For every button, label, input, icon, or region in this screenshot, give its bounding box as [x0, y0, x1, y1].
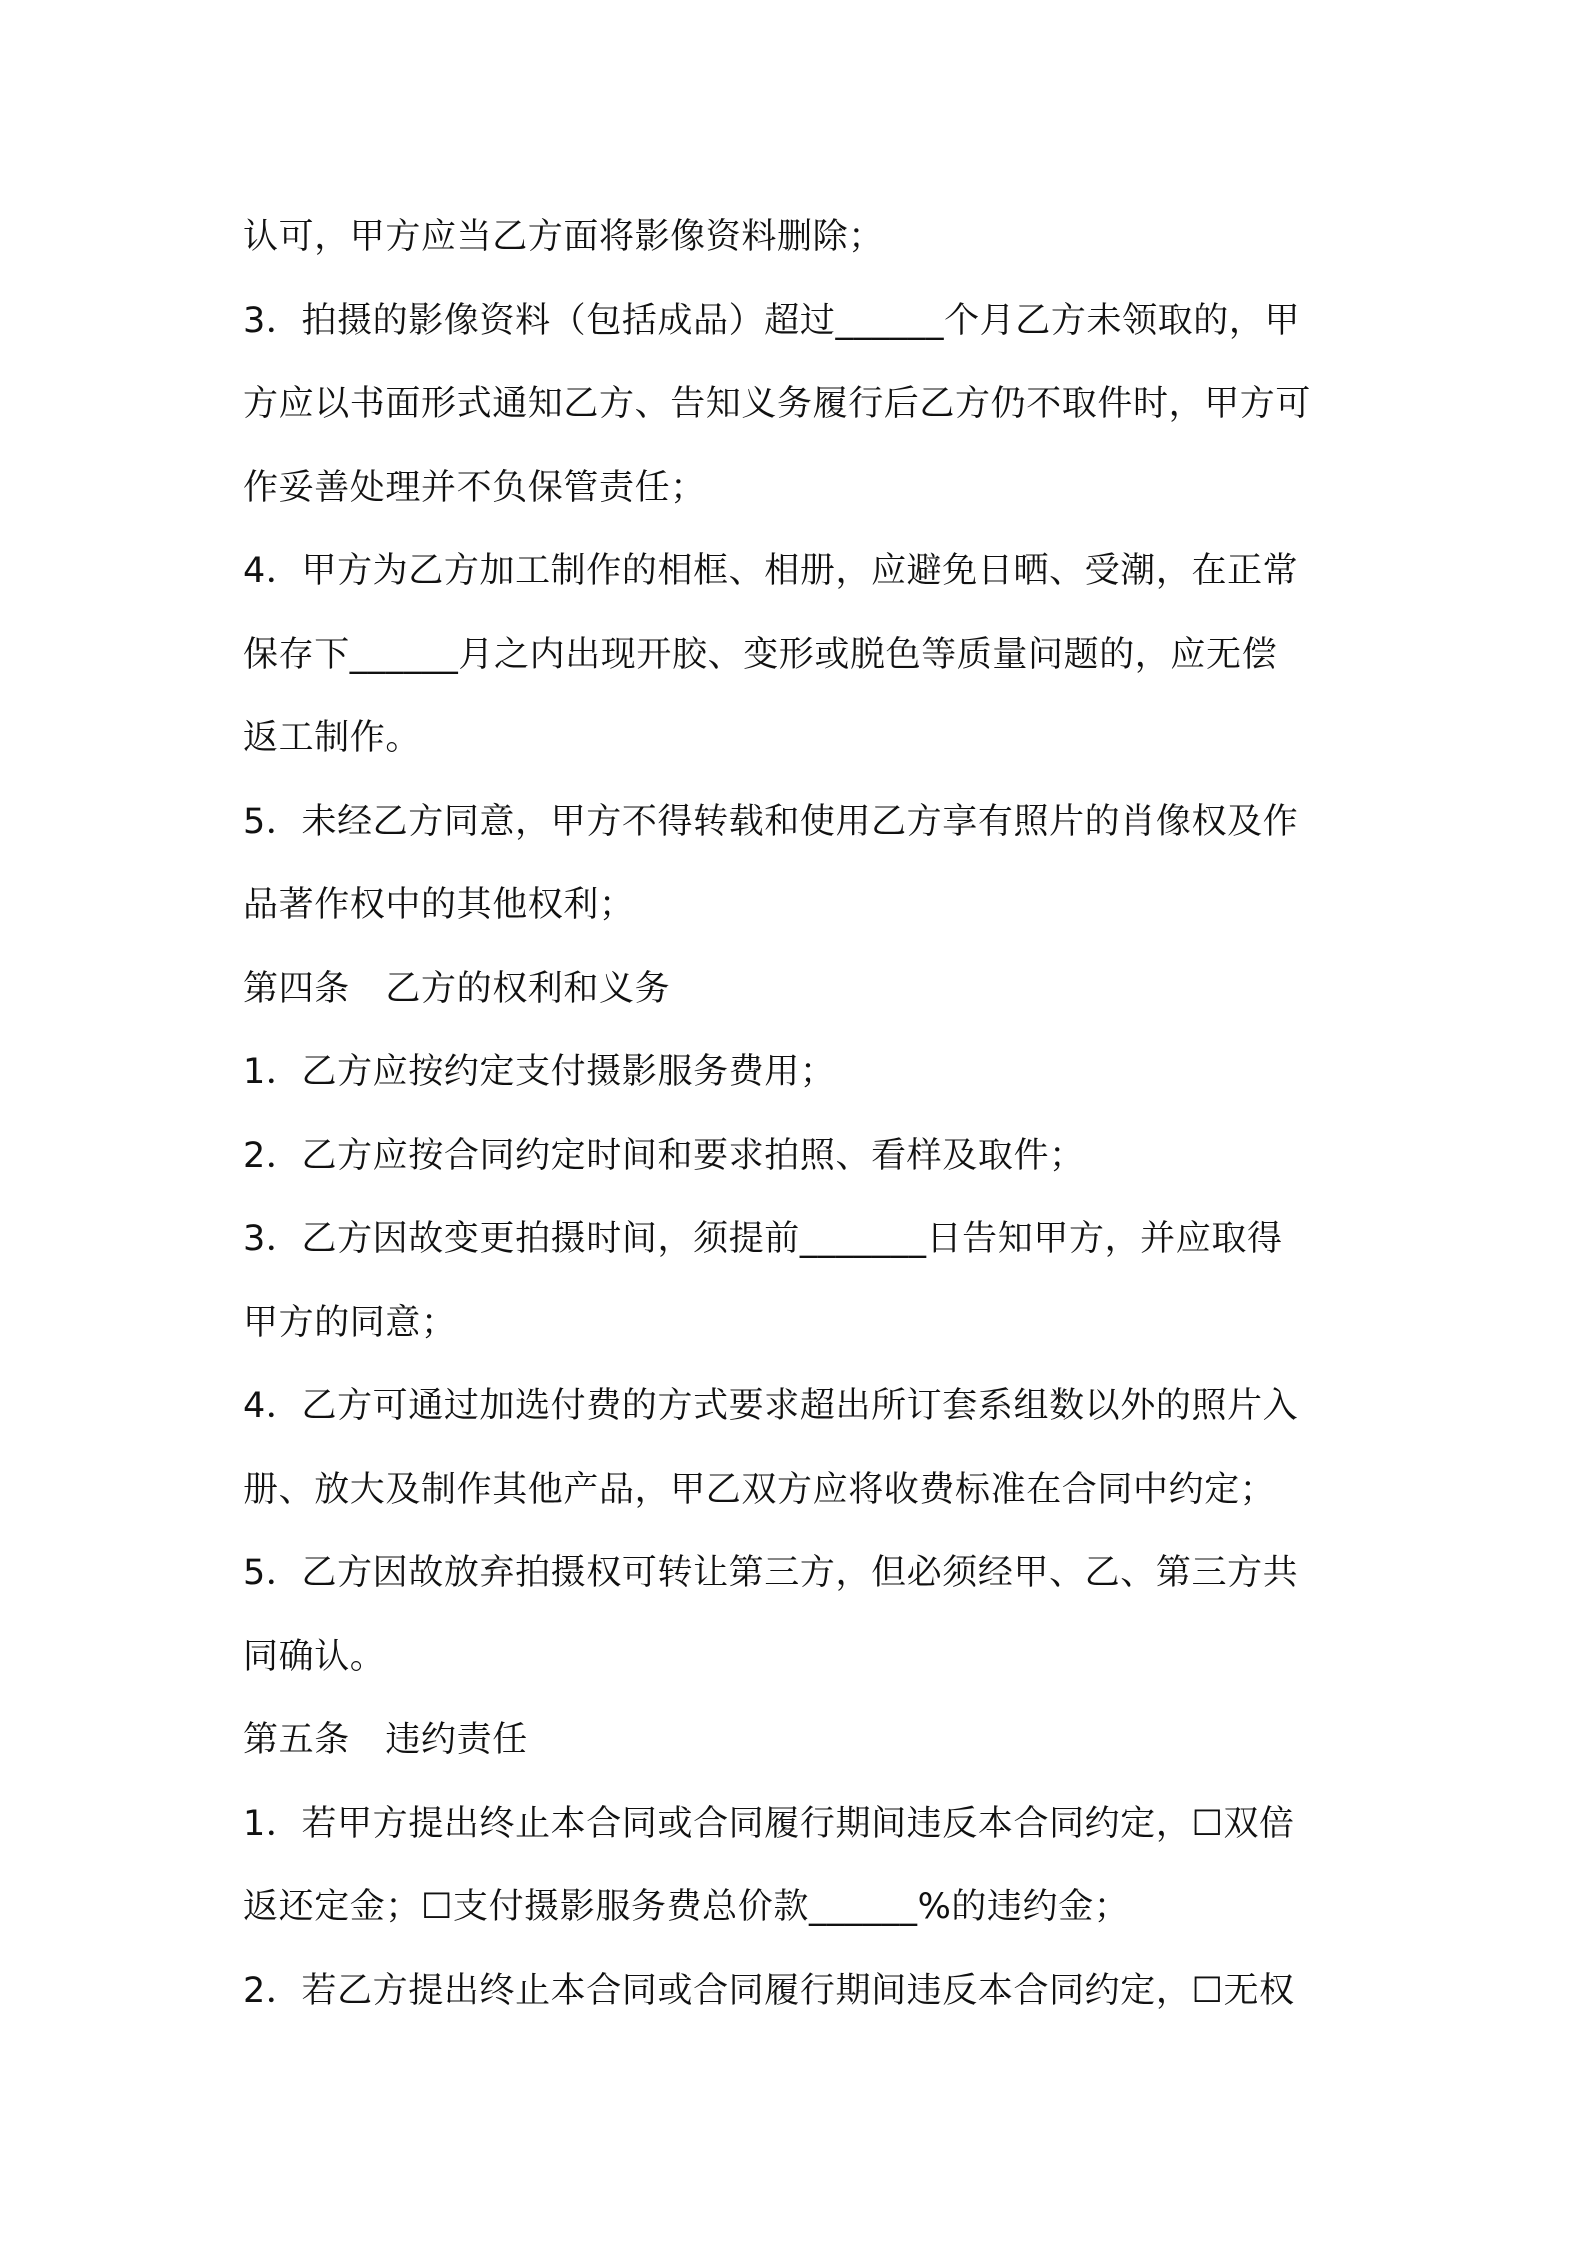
- text-line: 4．乙方可通过加选付费的方式要求超出所订套系组数以外的照片入: [243, 1386, 1299, 1426]
- text-line: 3．乙方因故变更拍摄时间，须提前_______日告知甲方，并应取得: [243, 1219, 1283, 1259]
- text-line: 方应以书面形式通知乙方、告知义务履行后乙方仍不取件时，甲方可: [243, 384, 1312, 424]
- section-heading: 第五条 违约责任: [243, 1720, 528, 1760]
- text-line: 册、放大及制作其他产品，甲乙双方应将收费标准在合同中约定；: [243, 1469, 1276, 1510]
- contract-body: [243, 196, 1363, 2033]
- text-line: 返还定金；☐支付摄影服务费总价款______%的违约金；: [243, 1887, 1130, 1927]
- text-line: 返工制作。: [243, 718, 422, 758]
- text-line: 5．未经乙方同意，甲方不得转载和使用乙方享有照片的肖像权及作: [243, 801, 1299, 842]
- text-line: 保存下______月之内出现开胶、变形或脱色等质量问题的，应无偿: [243, 634, 1278, 675]
- text-line: 2．若乙方提出终止本合同或合同履行期间违反本合同约定，☐无权: [243, 1970, 1295, 2011]
- text-line: 1．乙方应按约定支付摄影服务费用；: [243, 1052, 836, 1092]
- text-line: 4．甲方为乙方加工制作的相框、相册，应避免日晒、受潮，在正常: [243, 551, 1299, 591]
- text-line: 同确认。: [243, 1636, 386, 1677]
- text-line: 品著作权中的其他权利；: [243, 885, 635, 925]
- text-line: 2．乙方应按合同约定时间和要求拍照、看样及取件；: [243, 1135, 1085, 1176]
- text-line: 1．若甲方提出终止本合同或合同履行期间违反本合同约定，☐双倍: [243, 1803, 1295, 1844]
- text-line: 3．拍摄的影像资料（包括成品）超过______个月乙方未领取的，甲: [243, 300, 1301, 341]
- section-heading: 第四条 乙方的权利和义务: [243, 968, 671, 1009]
- text-line: 认可，甲方应当乙方面将影像资料删除；: [243, 217, 884, 257]
- text-line: 甲方的同意；: [243, 1302, 457, 1343]
- text-line: 5．乙方因故放弃拍摄权可转让第三方，但必须经甲、乙、第三方共: [243, 1553, 1299, 1593]
- text-line: 作妥善处理并不负保管责任；: [243, 467, 706, 508]
